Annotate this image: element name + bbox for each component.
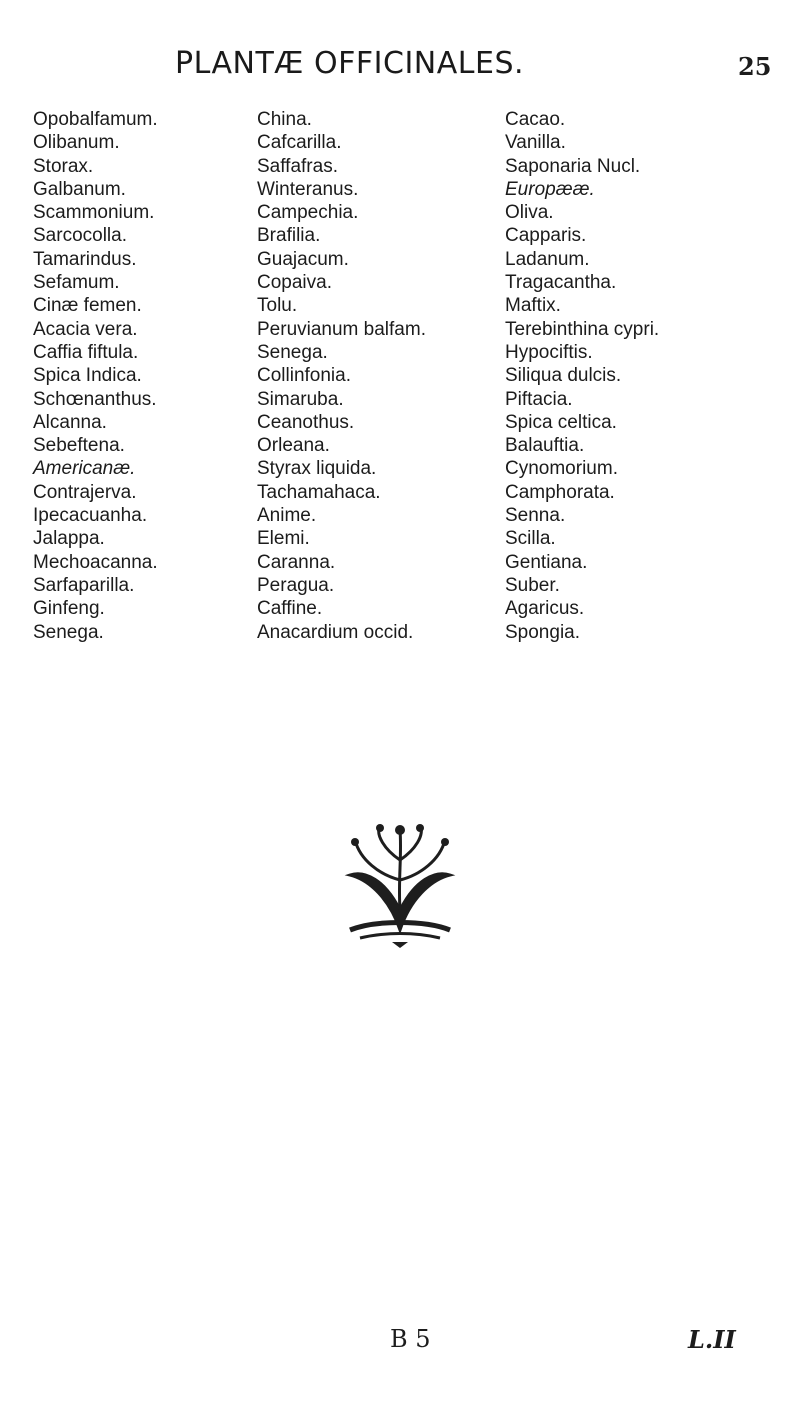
plant-entry: Simaruba. [257,388,344,410]
plant-entry: Spica Indica. [33,365,142,387]
plant-entry: Sefamum. [33,272,120,294]
plant-entry: Europææ. [505,178,595,200]
plant-entry: Terebinthina cypri. [505,318,660,340]
column-2 [257,108,426,644]
plant-entry: Schœnanthus. [33,388,157,410]
plant-entry: Scilla. [505,528,556,550]
plant-entry: China. [257,109,312,130]
plant-entry: Jalappa. [33,528,105,550]
plant-entry: Cacao. [505,109,566,130]
plant-entry: Collinfonia. [257,365,351,387]
plant-entry: Piftacia. [505,388,573,410]
plant-entry: Ceanothus. [257,411,355,433]
plant-entry: Sebeftena. [33,435,125,457]
plant-entry: Storax. [33,155,94,177]
plant-entry: Olibanum. [33,132,120,154]
plant-entry: Senega. [257,341,328,363]
plant-entry: Tolu. [257,295,298,317]
signature-mark: B 5 [390,1325,431,1353]
plant-entry: Cinæ femen. [33,295,142,317]
plant-entry: Caffine. [257,598,323,620]
plant-entry: Peragua. [257,574,335,596]
plant-entry: Caranna. [257,551,336,573]
page-number: 25 [738,52,772,81]
plant-entry: Anime. [257,505,317,527]
plant-entry: Siliqua dulcis. [505,365,622,387]
plant-entry: Capparis. [505,225,587,247]
plant-entry: Hypociftis. [505,341,593,363]
plant-entry: Balauftia. [505,435,585,457]
plant-entry: Spongia. [505,621,581,643]
plant-entry: Senna. [505,505,566,527]
plant-entry: Senega. [33,621,104,643]
plant-entry: Ginfeng. [33,598,105,620]
catchword: L.II [688,1325,736,1354]
plant-entry: Mechoacanna. [33,551,158,573]
plant-entry: Ipecacuanha. [33,505,148,527]
plant-entry: Contrajerva. [33,481,137,503]
plant-entry: Anacardium occid. [257,621,414,643]
plant-entry: Orleana. [257,435,330,457]
plant-entry: Ladanum. [505,248,590,270]
plant-entry: Oliva. [505,202,554,224]
plant-entry: Agaricus. [505,598,585,620]
plant-entry: Gentiana. [505,551,588,573]
plant-entry: Spica celtica. [505,411,617,433]
plant-entry: Tragacantha. [505,272,617,294]
plant-entry: Alcanna. [33,411,107,433]
plant-entry: Vanilla. [505,132,566,154]
plant-entry: Peruvianum balfam. [257,318,426,340]
plant-entry: Brafilia. [257,225,321,247]
floral-ornament-icon [330,820,470,950]
column-3 [505,108,659,644]
plant-entry: Suber. [505,574,560,596]
plant-entry: Sarfaparilla. [33,574,135,596]
page-title: PLANTÆ OFFICINALES. [175,46,525,81]
plant-entry: Galbanum. [33,178,126,200]
plant-entry: Styrax liquida. [257,458,377,480]
column-1 [33,108,158,644]
plant-entry: Maftix. [505,295,561,317]
plant-entry: Scammonium. [33,202,155,224]
plant-entry: Sarcocolla. [33,225,127,247]
plant-entry: Tachamahaca. [257,481,381,503]
plant-entry: Saponaria Nucl. [505,155,641,177]
plant-entry: Guajacum. [257,248,349,270]
plant-entry: Acacia vera. [33,318,138,340]
plant-entry: Campechia. [257,202,359,224]
plant-entry: Cafcarilla. [257,132,342,154]
plant-entry: Elemi. [257,528,310,550]
plant-entry: Camphorata. [505,481,615,503]
plant-entry: Saffafras. [257,155,338,177]
plant-entry: Copaiva. [257,272,332,294]
plant-entry: Winteranus. [257,178,359,200]
plant-entry: Americanæ. [33,458,136,480]
plant-entry: Opobalfamum. [33,109,158,130]
plant-entry: Tamarindus. [33,248,137,270]
plant-entry: Caffia fiftula. [33,341,139,363]
plant-entry: Cynomorium. [505,458,618,480]
